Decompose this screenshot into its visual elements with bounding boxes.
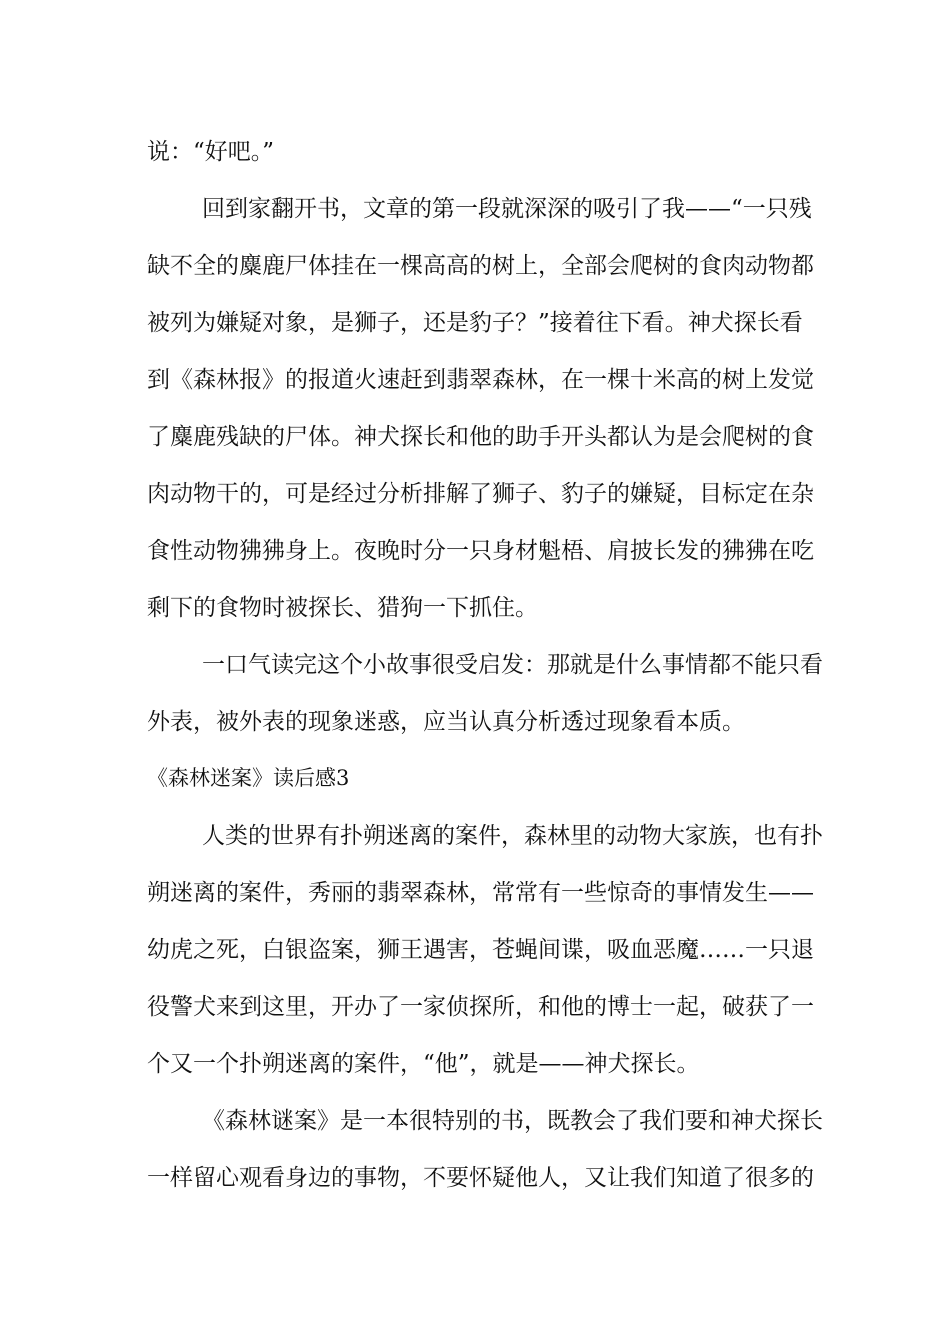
text-line: 了麋鹿残缺的尸体。神犬探长和他的助手开头都认为是会爬树的食 (147, 424, 814, 450)
paragraph-2 (147, 637, 823, 751)
paragraph-0 (147, 124, 807, 181)
text-line: 外表，被外表的现象迷惑，应当认真分析透过现象看本质。 (147, 709, 745, 735)
text-line: 剩下的食物时被探长、猎狗一下抓住。 (147, 595, 538, 621)
section-heading: 《森林迷案》读后感3 (147, 766, 350, 790)
text-line: 肉动物干的，可是经过分析排解了狮子、豹子的嫌疑，目标定在杂 (147, 481, 814, 507)
text-line: 幼虎之死，白银盗案，狮王遇害，苍蝇间谍，吸血恶魔……一只退 (147, 937, 814, 963)
paragraph-4 (147, 1093, 823, 1207)
text-line: 《森林谜案》是一本很特别的书，既教会了我们要和神犬探长 (202, 1108, 823, 1134)
text-line: 缺不全的麋鹿尸体挂在一棵高高的树上，全部会爬树的食肉动物都 (147, 253, 814, 279)
text-line: 一样留心观看身边的事物，不要怀疑他人，又让我们知道了很多的 (147, 1165, 814, 1191)
text-line: 役警犬来到这里，开办了一家侦探所，和他的博士一起，破获了一 (147, 994, 814, 1020)
text-line: 被列为嫌疑对象，是狮子，还是豹子？”接着往下看。神犬探长看 (147, 310, 803, 336)
text-line: 到《森林报》的报道火速赶到翡翠森林，在一棵十米高的树上发觉 (147, 367, 814, 393)
text-line: 一口气读完这个小故事很受启发：那就是什么事情都不能只看 (202, 652, 823, 678)
text-line: 朔迷离的案件，秀丽的翡翠森林，常常有一些惊奇的事情发生—— (147, 880, 814, 906)
paragraph-3 (147, 808, 823, 1093)
text-line: 食性动物狒狒身上。夜晚时分一只身材魁梧、肩披长发的狒狒在吃 (147, 538, 814, 564)
text-line: 回到家翻开书，文章的第一段就深深的吸引了我——“一只残 (202, 196, 812, 222)
text-line: 人类的世界有扑朔迷离的案件，森林里的动物大家族，也有扑 (202, 823, 823, 849)
paragraph-1 (147, 181, 814, 637)
document-body (147, 124, 823, 1207)
text-line: 个又一个扑朔迷离的案件，“他”，就是——神犬探长。 (147, 1051, 700, 1077)
text-line: 说：“好吧。” (147, 139, 275, 165)
